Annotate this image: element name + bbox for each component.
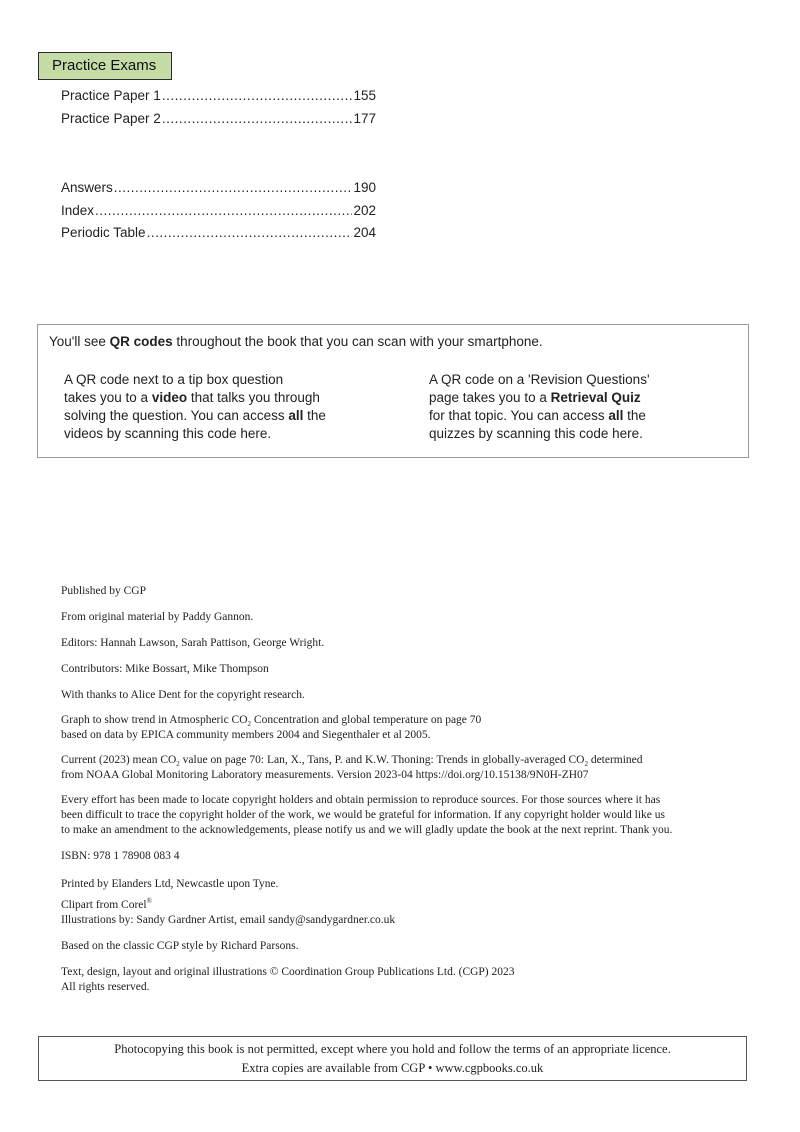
photocopy-notice: Photocopying this book is not permitted, except where you hold and follow the terms of an appropriate licence. xyxy=(114,1042,671,1056)
current-co2-credit-line: Current (2023) mean $CO_2$ value on page 70: Lan, X., Tans, P. and K.W. Thoning: Trends in globally-averaged $CO_2$ determined xyxy=(61,754,643,768)
current-co2-credit-line: from NOAA Global Monitoring Laboratory measurements. Version 2023-04 https://doi.org/10.15138/9N0H-ZH07 xyxy=(61,769,589,781)
qr-intro-text: You'll see QR codes throughout the book that you can scan with your smartphone. xyxy=(49,334,543,349)
toc-entry[interactable] xyxy=(61,180,376,203)
toc-entry[interactable] xyxy=(61,225,376,248)
thanks: With thanks to Alice Dent for the copyright research. xyxy=(61,689,305,701)
graph-credit-line: Graph to show trend in Atmospheric $CO_2$ Concentration and global temperature on page 70 xyxy=(61,714,482,728)
extra-copies-notice: Extra copies are available from CGP • www.cgpbooks.co.uk xyxy=(241,1061,544,1075)
style-credit: Based on the classic CGP style by Richard Parsons. xyxy=(61,940,299,952)
toc-leader-dots xyxy=(147,225,353,240)
toc-entry-title: Periodic Table xyxy=(61,225,146,240)
toc-leader-dots xyxy=(162,111,353,126)
copyright-notice-line: been difficult to trace the copyright holder of the work, we would be grateful for information. If any copyright holder would like us xyxy=(61,809,666,821)
toc-practice-exams xyxy=(61,88,376,133)
toc-entry-page: 155 xyxy=(353,88,376,103)
publication-credits xyxy=(61,584,751,995)
isbn: ISBN: 978 1 78908 083 4 xyxy=(61,850,180,862)
published-by: Published by CGP xyxy=(61,585,146,597)
toc-entry-page: 190 xyxy=(353,180,376,195)
toc-leader-dots xyxy=(95,203,352,218)
qr-code-info-box xyxy=(37,324,749,458)
contributors: Contributors: Mike Bossart, Mike Thompson xyxy=(61,663,269,675)
clipart-credit: Clipart from Corel® xyxy=(61,897,152,911)
toc-entry-page: 202 xyxy=(353,202,376,218)
toc-entry[interactable] xyxy=(61,111,376,134)
section-heading-practice-exams: Practice Exams xyxy=(38,52,172,80)
toc-leader-dots xyxy=(114,180,353,195)
qr-video-info: A QR code next to a tip box question takes you to a video that talks you through solving the question. You can access all the videos by scanning this code here. xyxy=(64,372,326,441)
toc-entry-page: 177 xyxy=(353,110,376,126)
copyright-notice-line: to make an amendment to the acknowledgements, please notify us and we will gladly update the book at the next reprint. Thank you. xyxy=(61,824,673,836)
toc-back-matter xyxy=(61,180,376,248)
toc-entry-title: Practice Paper 1 xyxy=(61,88,161,103)
printer: Printed by Elanders Ltd, Newcastle upon Tyne. xyxy=(61,878,279,890)
rights-reserved: All rights reserved. xyxy=(61,981,150,993)
graph-credit-line: based on data by EPICA community members 2004 and Siegenthaler et al 2005. xyxy=(61,729,431,741)
copyright-notice-line: Every effort has been made to locate copyright holders and obtain permission to reproduce sources. For those sources where it has xyxy=(61,794,661,806)
toc-entry[interactable] xyxy=(61,203,376,226)
toc-entry-title: Answers xyxy=(61,180,113,195)
photocopy-notice-box xyxy=(38,1036,747,1081)
toc-entry-page: 204 xyxy=(353,225,376,240)
qr-quiz-info: A QR code on a 'Revision Questions' page takes you to a Retrieval Quiz for that topic. You can access all the quizzes by scanning this code here. xyxy=(429,372,650,441)
toc-leader-dots xyxy=(162,88,353,103)
illustrations-credit: Illustrations by: Sandy Gardner Artist, email sandy@sandygardner.co.uk xyxy=(61,914,396,926)
original-material: From original material by Paddy Gannon. xyxy=(61,611,254,623)
toc-entry-title: Index xyxy=(61,202,95,218)
toc-entry[interactable] xyxy=(61,88,376,111)
toc-entry-title: Practice Paper 2 xyxy=(61,110,161,126)
editors: Editors: Hannah Lawson, Sarah Pattison, George Wright. xyxy=(61,637,325,649)
copyright-line: Text, design, layout and original illustrations © Coordination Group Publications Ltd. (CGP) 2023 xyxy=(61,966,515,978)
